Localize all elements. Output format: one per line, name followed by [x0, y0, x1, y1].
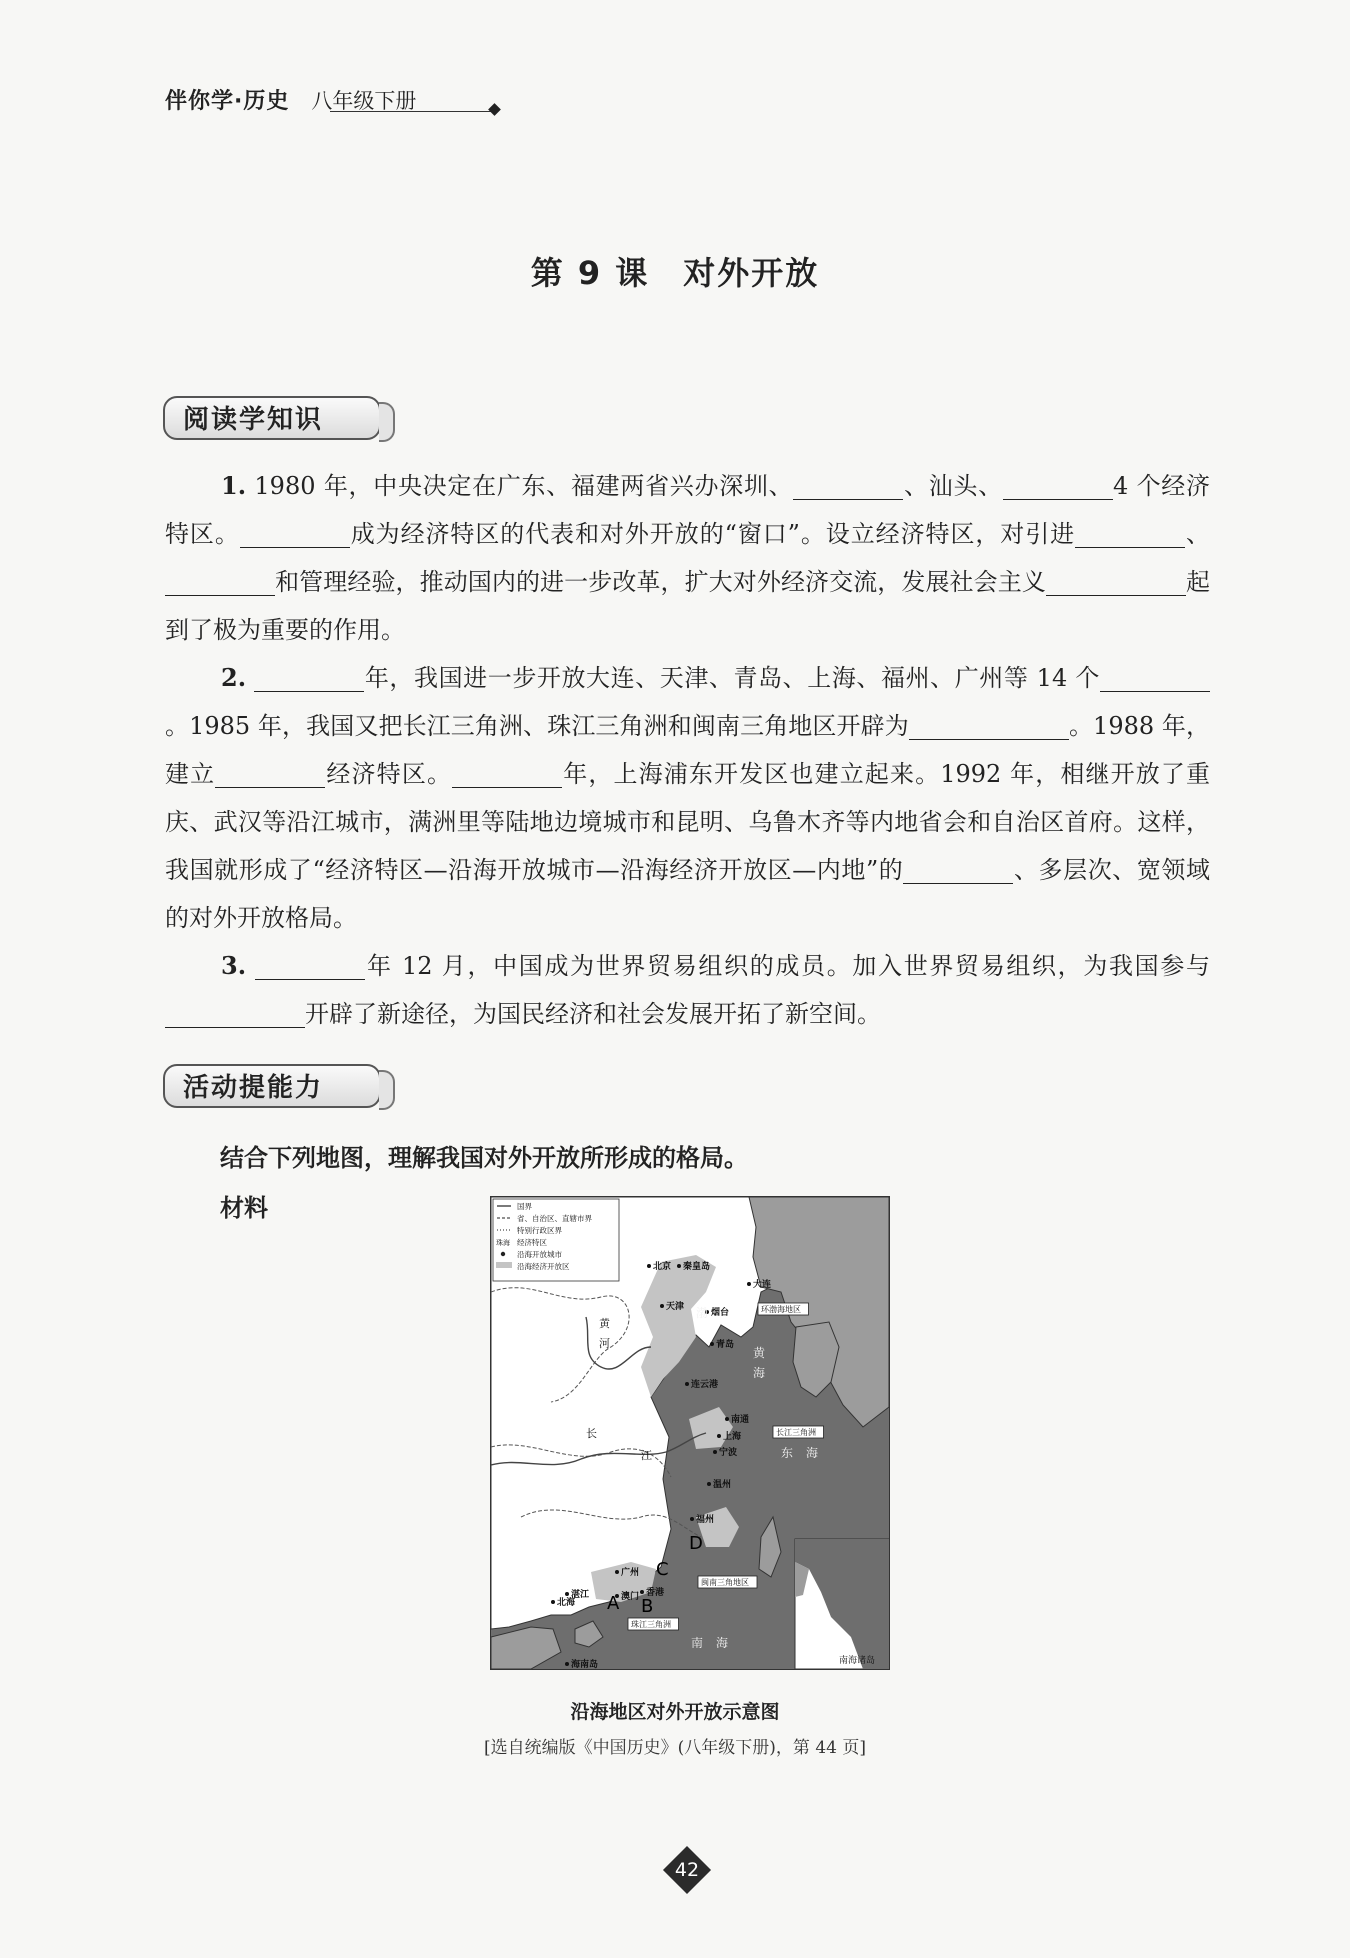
answer-blank[interactable]	[903, 853, 1013, 884]
city-dot	[717, 1434, 721, 1438]
city-dot	[640, 1590, 644, 1594]
sea-label: 海	[806, 1446, 819, 1460]
material-label: 材料	[220, 1194, 268, 1222]
city-label: 澳门	[621, 1592, 640, 1602]
question-number: 1.	[221, 471, 247, 500]
question-text: 。1988 年，建立	[165, 712, 1210, 788]
city-dot	[647, 1264, 651, 1268]
answer-blank[interactable]	[1075, 517, 1185, 548]
city-dot	[713, 1450, 717, 1454]
map-svg	[491, 1197, 889, 1669]
city-label: 上海	[723, 1432, 742, 1442]
question-text: 和管理经验，推动国内的进一步改革，扩大对外经济交流，发展社会主义	[275, 568, 1046, 596]
city-label: 香港	[646, 1588, 665, 1598]
city-label: 北海	[557, 1598, 576, 1608]
answer-blank[interactable]	[1100, 661, 1210, 692]
city-label: 温州	[713, 1480, 732, 1490]
map-letter: B	[641, 1596, 654, 1617]
region-label: 长江三角洲	[776, 1428, 816, 1437]
answer-blank[interactable]	[255, 949, 365, 980]
lesson-name: 对外开放	[683, 254, 820, 292]
lesson-number: 第 9 课	[530, 254, 650, 292]
city-dot	[690, 1517, 694, 1521]
lesson-title	[0, 248, 1350, 294]
region-label: 环渤海地区	[761, 1305, 801, 1314]
legend-label: 国界	[517, 1202, 532, 1211]
city-dot	[725, 1417, 729, 1421]
city-label: 烟台	[711, 1308, 730, 1318]
city-label: 福州	[696, 1515, 715, 1525]
city-dot	[660, 1304, 664, 1308]
question-number: 2.	[221, 663, 247, 692]
header-brand: 伴你学·历史	[165, 89, 290, 114]
river-label: 黄	[599, 1317, 610, 1330]
answer-blank[interactable]	[1003, 469, 1113, 500]
map-source: [选自统编版《中国历史》(八年级下册)，第 44 页]	[484, 1738, 866, 1758]
question-text: 、多层次、宽领域的对外开放格局。	[165, 856, 1210, 932]
city-dot	[565, 1662, 569, 1666]
city-dot	[565, 1592, 569, 1596]
city-dot	[685, 1382, 689, 1386]
question-text: 4 个经济特区。	[165, 472, 1210, 548]
header-diamond-icon	[488, 103, 501, 116]
legend-label: 经济特区	[517, 1238, 547, 1247]
city-dot	[747, 1282, 751, 1286]
question-text: 、	[1185, 520, 1211, 548]
answer-blank[interactable]	[793, 469, 903, 500]
coastal-opening-map	[490, 1196, 890, 1670]
question-text: 年，上海浦东开发区也建立起来。1992 年，相继开放了重庆、武汉等沿江城市，满洲里等陆地边境城市和昆明、乌鲁木齐等内地省会和自治区首府。这样，我国就形成了“经济特区—沿海开放城市—沿海经济开放区—内地”的	[165, 760, 1211, 884]
city-dot	[677, 1264, 681, 1268]
river-label: 河	[599, 1337, 610, 1350]
city-label: 北京	[653, 1262, 672, 1272]
sea-label: 东	[781, 1446, 794, 1460]
question-text: 年 12 月，中国成为世界贸易组织的成员。加入世界贸易组织，为我国参与	[365, 952, 1210, 980]
page-number-badge	[665, 1848, 709, 1892]
city-dot	[707, 1482, 711, 1486]
region-label: 闽南三角地区	[701, 1578, 749, 1587]
city-dot	[551, 1600, 555, 1604]
city-dot	[615, 1570, 619, 1574]
river-label: 江	[641, 1449, 652, 1462]
city-label: 湛江	[571, 1590, 590, 1600]
answer-blank[interactable]	[452, 757, 562, 788]
question-text: 1980 年，中央决定在广东、福建两省兴办深圳、	[254, 472, 794, 500]
sea-label: 海	[716, 1636, 729, 1650]
map-caption: 沿海地区对外开放示意图	[570, 1701, 780, 1723]
question-text: 开辟了新途径，为国民经济和社会发展开拓了新空间。	[305, 1000, 881, 1028]
river-label: 长	[586, 1427, 597, 1440]
legend-symbol	[496, 1262, 512, 1268]
map-letter: A	[607, 1593, 620, 1614]
city-label: 大连	[753, 1280, 772, 1290]
section-tag-activity: 活动提能力	[163, 1064, 381, 1108]
sea-label: 南	[691, 1636, 704, 1650]
question-1	[165, 462, 1210, 654]
city-label: 海南岛	[571, 1660, 599, 1669]
legend-label: 沿海开放城市	[517, 1250, 562, 1259]
question-number: 3.	[221, 951, 247, 980]
inset-label: 南海诸岛	[839, 1656, 876, 1666]
legend-label: 特别行政区界	[517, 1226, 562, 1235]
sea-label: 黄	[753, 1346, 766, 1360]
map-letter: D	[689, 1533, 703, 1554]
page-number: 42	[674, 1859, 700, 1881]
header-rule	[330, 111, 495, 112]
legend-label: 省、自治区、直辖市界	[517, 1214, 592, 1223]
answer-blank[interactable]	[215, 757, 325, 788]
city-label: 连云港	[691, 1380, 719, 1390]
question-3	[165, 942, 1210, 1038]
city-label: 秦皇岛	[683, 1262, 711, 1272]
city-label: 南通	[731, 1415, 750, 1425]
city-label: 广州	[621, 1568, 640, 1578]
activity-task: 结合下列地图，理解我国对外开放所形成的格局。	[220, 1144, 748, 1172]
sea-label: 渤	[696, 1306, 709, 1320]
city-dot	[710, 1342, 714, 1346]
question-text: 年，我国进一步开放大连、天津、青岛、上海、福州、广州等 14 个	[364, 664, 1100, 692]
question-text: 起到了极为重要的作用。	[165, 568, 1211, 644]
legend-sample-label: 珠海	[496, 1239, 510, 1247]
answer-blank[interactable]	[1046, 565, 1186, 596]
question-text: 、汕头、	[903, 472, 1003, 500]
header-grade: 八年级下册	[311, 89, 417, 113]
region-label: 珠江三角洲	[631, 1620, 671, 1629]
answer-blank[interactable]	[909, 709, 1069, 740]
reading-questions	[165, 462, 1210, 1038]
city-label: 青岛	[716, 1340, 735, 1350]
section-tag-reading: 阅读学知识	[163, 396, 381, 440]
legend-label: 沿海经济开放区	[517, 1262, 570, 1271]
legend-symbol	[501, 1252, 505, 1256]
answer-blank[interactable]	[254, 661, 364, 692]
map-letter: C	[656, 1559, 669, 1580]
city-label: 天津	[666, 1302, 685, 1312]
answer-blank[interactable]	[165, 565, 275, 596]
question-text: 成为经济特区的代表和对外开放的“窗口”。设立经济特区，对引进	[349, 520, 1076, 548]
city-label: 宁波	[719, 1448, 738, 1458]
sea-label: 海	[753, 1366, 766, 1380]
question-text: 经济特区。	[325, 760, 453, 788]
question-2	[165, 654, 1210, 942]
answer-blank[interactable]	[240, 517, 350, 548]
question-text: 。1985 年，我国又把长江三角洲、珠江三角洲和闽南三角地区开辟为	[165, 712, 909, 740]
answer-blank[interactable]	[165, 997, 305, 1028]
